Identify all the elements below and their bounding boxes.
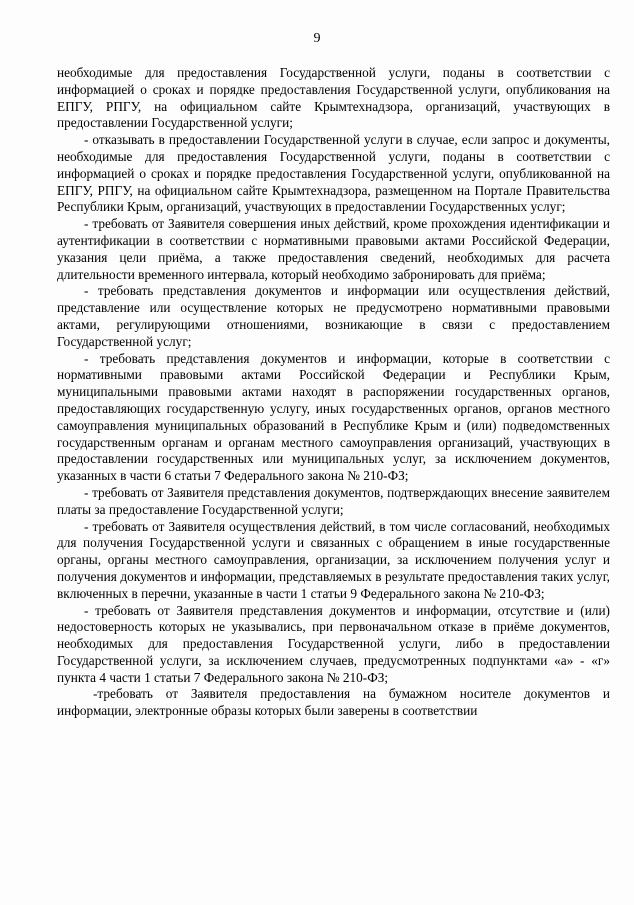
- page-number: 9: [313, 31, 321, 46]
- paragraph: - требовать от Заявителя представления документов, подтверждающих внесение заявителем платы за предоставление Государственной услуги;: [57, 484, 610, 517]
- paragraph: -требовать от Заявителя предоставления на бумажном носителе документов и информации, электронные образы которых были заверены в соответствии: [57, 686, 610, 719]
- paragraph: - требовать от Заявителя совершения иных действий, кроме прохождения идентификации и аутентификации в соответствии с нормативными правовыми актами Российской Федерации, указания цели приёма, а также предоставления сведений, необходимых для расчета длительности временного интервала, который необходимо забронировать для приёма;: [57, 216, 610, 282]
- paragraph: - требовать представления документов и информации, которые в соответствии с нормативными правовыми актами Российской Федерации и Республики Крым, муниципальными правовыми актами находят в распоряжении государственных органов, предоставляющих государственную услугу, иных государственных органов, органов местного самоуправления муниципальных образований в Республике Крым и (или) подведомственных государственным органам и органам местного самоуправления организаций, участвующих в предоставлении государственных или муниципальных услуг, за исключением документов, указанных в части 6 статьи 7 Федерального закона № 210-ФЗ;: [57, 350, 610, 484]
- paragraph: - требовать от Заявителя осуществления действий, в том числе согласований, необходимых для получения Государственной услуги и связанных с обращением в иные государственные органы, органы местного самоуправления, организации, за исключением получения услуг и получения документов и информации, представляемых в результате предоставления таких услуг, включенных в перечни, указанные в части 1 статьи 9 Федерального закона № 210-ФЗ;: [57, 518, 610, 601]
- paragraph: - отказывать в предоставлении Государственной услуги в случае, если запрос и документы, необходимые для предоставления Государственной услуги, поданы в соответствии с информацией о сроках и порядке предоставления Государственной услуги, опубликованной на ЕПГУ, РПГУ, на официальном сайте Крымтехнадзора, размещенном на Портале Правительства Республики Крым, организаций, участвующих в предоставлении Государственных услуг;: [57, 132, 610, 215]
- paragraph: - требовать от Заявителя представления документов и информации, отсутствие и (или) недостоверность которых не указывались, при первоначальном отказе в приёме документов, необходимых для предоставления Государственной услуги, либо в предоставлении Государственной услуги, за исключением случаев, предусмотренных подпунктами «а» - «г» пункта 4 части 1 статьи 7 Федерального закона № 210-ФЗ;: [57, 602, 610, 685]
- paragraph: - требовать представления документов и информации или осуществления действий, представление или осуществление которых не предусмотрено нормативными правовыми актами, регулирующими отношениями, возникающие в связи с предоставлением Государственной услуг;: [57, 283, 610, 349]
- body-text: [57, 65, 610, 720]
- paragraph: необходимые для предоставления Государственной услуги, поданы в соответствии с информацией о сроках и порядке предоставления Государственной услуги, опубликования на ЕПГУ, РПГУ, на официальном сайте Крымтехнадзора, организаций, участвующих в предоставлении Государственной услуги;: [57, 65, 610, 131]
